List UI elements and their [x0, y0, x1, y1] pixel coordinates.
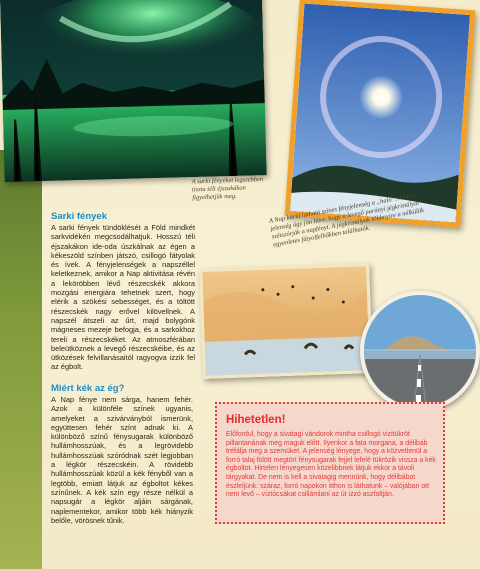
halo-caption: A Nap körül látható színes fényjelenség a „halo”. A halo-jelenség úgy jön létre, hogy a levegő parányi jégkristályai szétszórják a napfényt. A jégkristályok többnyire a nélkülük egyenletes fátyolfelhőkben találhatók.	[268, 191, 425, 249]
halo-photo	[285, 0, 476, 228]
left-edge-photo-strip	[0, 150, 42, 569]
desert-photo	[199, 263, 373, 379]
section-text-miert-kek: A Nap fénye nem sárga, hanem fehér. Azok a különféle színek ugyanis, amelyeket a szivárványból ismerünk, együttesen fehér színt adnak ki. A különböző színű fénysugarak különböző hullámhosszúak, és a legrövidebb hullámhosszúak szóródnak szét legjobban a légkör részecskéin. A rövidebb hullámhosszúak közül a kék fényből van a legtöbb, emiatt látjuk az égboltot kékes színűnek. A kék szín egy része nélkül a napsugár a légkör aljáin sárgának, naplementekor, amikor több kék hiányzik belőle, vörösnek tűnik.	[51, 395, 193, 525]
aurora-caption: A sarki fényeket legszebben tiszta téli éjszakákon figyelhetjük meg.	[191, 175, 264, 202]
info-box-title: Hihetetlen!	[226, 414, 286, 426]
road-mirage-photo	[360, 291, 480, 411]
section-heading-sarki-fenyek: Sarki fények	[51, 211, 107, 222]
info-box-text: Előfordul, hogy a sivatagi vándorok mintha csillogó vizitükröt pillantanának meg maguk előtt. Ilyenkor a fata morgana, a délibáb tréfálja meg a szemüket. A jelenség lényege, hogy a közvetlenül a forró talaj fölött megtört fénysugarak fejjel lefelé tükrözik vissza a kék égboltot. Hirtelen lényegesen közelibbnek látjuk ekkor a távoli tárgyakat. De nem is kell a sivatagig mennünk, hogy délibábot észleljünk: száraz, forró napokon itthon is láthatunk – valójában ott nem levő – víztócsákat csillámlani az út izzó aszfaltján.	[226, 431, 436, 499]
aurora-photo	[0, 0, 267, 182]
section-text-sarki-fenyek: A sarki fények tündöklését a Föld mindkét sarkvidékén megcsodálhatjuk. Hosszú téli éjszakákon ide-oda úszkálnak az égen a kékeszöld színben játszó, csillogó fátyolak és ívek. A fényjelenségek a napszéllel keletkeznek, amikor a Nap aktivitása révén a leköröbben lévő részecskék akkora mozgási energiára tehetnek szert, hogy elérik a szökési sebességet, és a töltött részecskék nagy erővel kilövellnek. A napszél átszeli az űrt, majd bolygónk mágneses mezeje befogja, és a sarkokhoz tereli a részecskéket. Az atmoszférában beleütköznek a levegő részecskéibe, és az ütközések felvillanásaitól ragyogva izzik fel az égbolt.	[51, 223, 195, 372]
section-heading-miert-kek: Miért kék az ég?	[51, 383, 125, 394]
hihetetlen-info-box	[215, 402, 445, 524]
